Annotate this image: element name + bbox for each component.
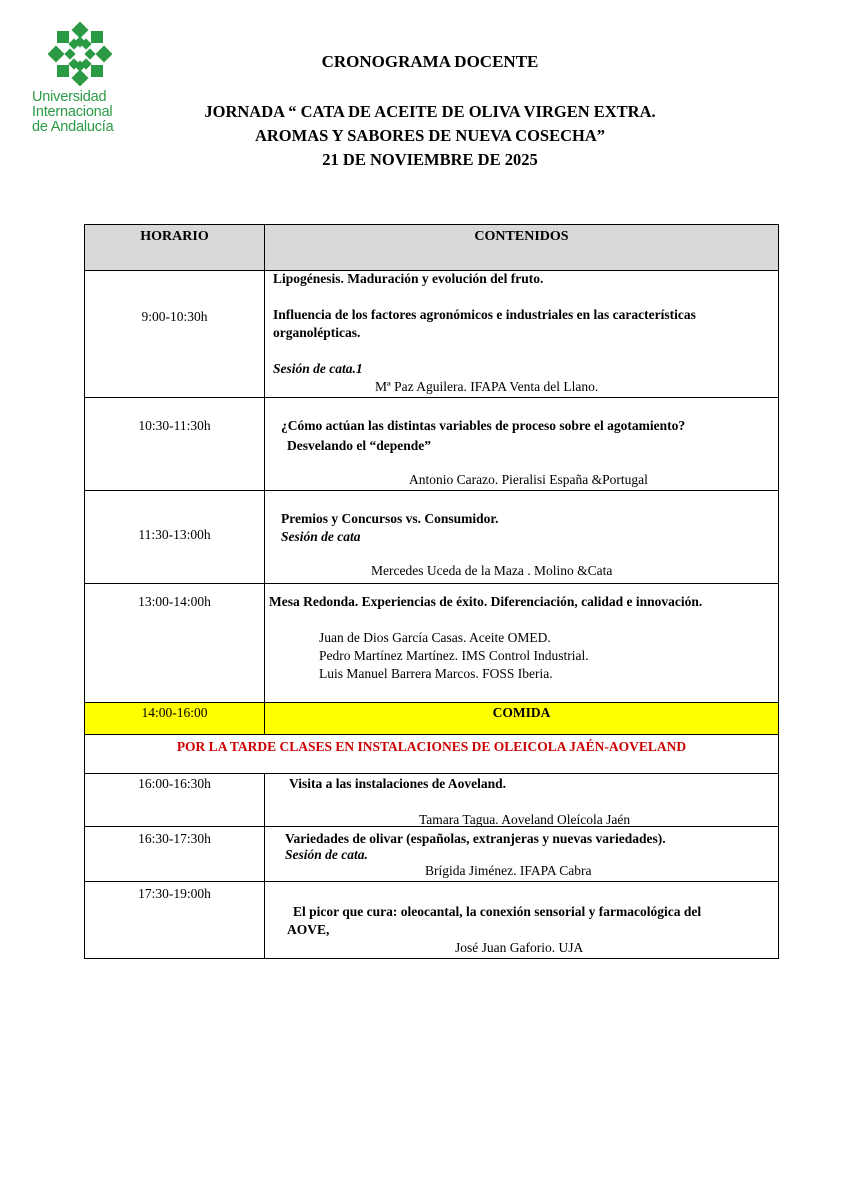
speaker-line: Antonio Carazo. Pieralisi España &Portugal — [409, 472, 648, 487]
content-line: Influencia de los factores agronómicos e industriales en las características — [273, 307, 696, 322]
table-row — [85, 491, 779, 584]
time-cell: 14:00-16:00 — [141, 705, 208, 720]
speaker-line: Tamara Tagua. Aoveland Oleícola Jaén — [419, 812, 631, 827]
event-title-line-1: JORNADA “ CATA DE ACEITE DE OLIVA VIRGEN EXTRA. — [204, 102, 656, 121]
speaker-line: Mª Paz Aguilera. IFAPA Venta del Llano. — [375, 379, 599, 394]
time-cell: 11:30-13:00h — [138, 527, 211, 542]
afternoon-banner: POR LA TARDE CLASES EN INSTALACIONES DE OLEICOLA JAÉN-AOVELAND — [176, 739, 687, 754]
content-line: AOVE, — [287, 922, 330, 937]
time-cell: 17:30-19:00h — [138, 886, 211, 901]
time-cell: 10:30-11:30h — [138, 418, 211, 433]
table-row — [85, 271, 779, 398]
table-row — [85, 398, 779, 491]
content-line: organolépticas. — [273, 325, 361, 340]
logo-line-1: Universidad — [32, 89, 107, 105]
content-line: Mesa Redonda. Experiencias de éxito. Diferenciación, calidad e innovación. — [269, 594, 703, 609]
document-title: CRONOGRAMA DOCENTE — [321, 52, 539, 71]
speaker-line: Pedro Martínez Martínez. IMS Control Industrial. — [319, 648, 589, 663]
speaker-line: Juan de Dios García Casas. Aceite OMED. — [319, 630, 551, 645]
speaker-line: Luis Manuel Barrera Marcos. FOSS Iberia. — [319, 666, 553, 681]
time-cell: 16:00-16:30h — [138, 776, 211, 791]
content-line: Sesión de cata — [281, 529, 361, 544]
lunch-label: COMIDA — [492, 705, 551, 720]
time-cell: 13:00-14:00h — [138, 594, 211, 609]
logo-line-2: Internacional — [32, 104, 113, 120]
content-line: El picor que cura: oleocantal, la conexión sensorial y farmacológica del — [293, 904, 702, 919]
content-line: Lipogénesis. Maduración y evolución del fruto. — [273, 271, 544, 286]
speaker-line: Mercedes Uceda de la Maza . Molino &Cata — [371, 563, 613, 578]
speaker-line: José Juan Gaforio. UJA — [455, 940, 584, 955]
event-heading — [130, 100, 730, 172]
afternoon-banner-row — [85, 735, 779, 774]
content-line: ¿Cómo actúan las distintas variables de proceso sobre el agotamiento? — [281, 418, 686, 433]
table-row — [85, 584, 779, 703]
content-line: Visita a las instalaciones de Aoveland. — [289, 776, 507, 791]
header-contenidos: CONTENIDOS — [265, 225, 779, 271]
lunch-row — [85, 703, 779, 735]
table-row — [85, 827, 779, 882]
time-cell: 16:30-17:30h — [138, 831, 211, 846]
content-line: Desvelando el “depende” — [287, 438, 432, 453]
university-logo — [32, 22, 132, 135]
content-line: Premios y Concursos vs. Consumidor. — [281, 511, 499, 526]
event-title-line-2: AROMAS Y SABORES DE NUEVA COSECHA” — [254, 126, 606, 145]
table-row — [85, 882, 779, 959]
star-emblem-icon — [48, 22, 112, 86]
content-line: Variedades de olivar (españolas, extranjeras y nuevas variedades). — [285, 831, 666, 846]
table-header-row — [85, 225, 779, 271]
schedule-table — [84, 224, 779, 959]
time-cell: 9:00-10:30h — [141, 309, 208, 324]
content-line: Sesión de cata. — [285, 847, 368, 862]
header-horario: HORARIO — [85, 225, 265, 271]
speaker-line: Brígida Jiménez. IFAPA Cabra — [425, 863, 592, 878]
content-line: Sesión de cata.1 — [273, 361, 363, 376]
logo-line-3: de Andalucía — [32, 119, 114, 135]
table-row — [85, 774, 779, 827]
event-date: 21 DE NOVIEMBRE DE 2025 — [322, 150, 538, 169]
